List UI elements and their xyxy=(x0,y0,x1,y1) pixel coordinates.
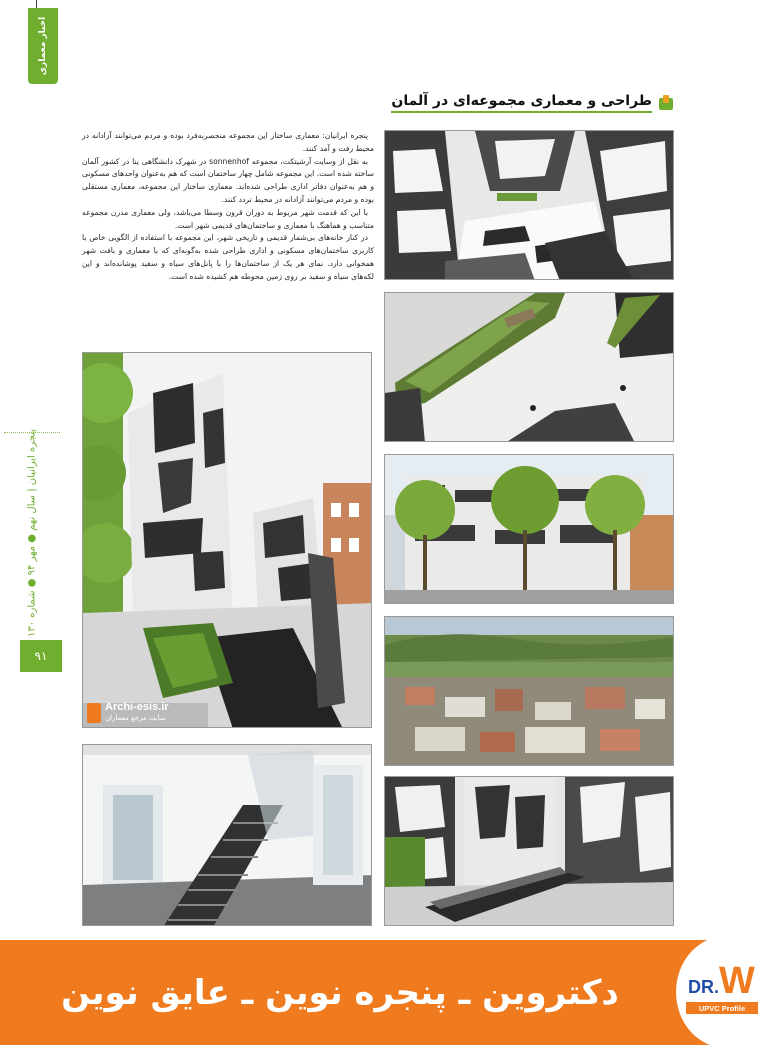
banner-slogan: دکتروین ـ پنجره نوین ـ عایق نوین xyxy=(61,972,619,1013)
watermark-text: Archi-esis.ir xyxy=(105,701,169,713)
article-paragraph: پنجره ایرانیان: معماری ساختار این مجموعه منحصربه‌فرد بوده و مردم می‌توانند آزادانه در محیط رفت و آمد کنند. xyxy=(82,131,374,153)
issue-info-label: پنجره ایرانیان | سال نهم ● مهر ۹۴ ● شماره ۱۳۰ xyxy=(26,428,38,638)
photo-street-trees xyxy=(384,454,674,604)
page-number: ۹۱ xyxy=(20,640,62,672)
watermark-logo-icon xyxy=(87,703,101,723)
article-paragraph: با این که قدمت شهر مربوط به دوران قرون وسطا می‌باشد، ولی معماری مدرن مجموعه متناسب و هماهنگ با معماری و ساختمان‌های قدیمی شهر است. xyxy=(82,207,374,230)
article-header xyxy=(391,90,674,116)
plaza-top-image xyxy=(385,293,674,442)
photo-interior-stairs xyxy=(82,744,372,926)
logo-w: W xyxy=(719,960,755,1002)
courtyard-aerial-image xyxy=(385,131,674,280)
photo-building-sculpture xyxy=(384,776,674,926)
article-paragraph: به نقل از وسایت آرشیتکت، مجموعه sonnenhof در شهرک دانشگاهی ینا در کشور آلمان ساخته شده است. این مجموعه شامل چهار ساختمان است که هم به‌عنوان واحدهای مسکونی و هم به‌عنوان دفاتر اداری طراحی شده‌اند. معماری ساختار این مجموعه، معماری مستقلی بوده و مردم می‌توانند آزادانه در محیط تردد کنند. xyxy=(82,156,374,204)
section-tab-label: اخبار معماری xyxy=(38,16,48,76)
photo-courtyard-aerial xyxy=(384,130,674,280)
advert-banner xyxy=(0,940,762,1045)
building-icon xyxy=(658,95,674,111)
watermark xyxy=(87,701,227,727)
interior-stairs-image xyxy=(83,745,372,926)
photo-plaza-top xyxy=(384,292,674,442)
article-body xyxy=(82,130,374,284)
logo-dr: DR. xyxy=(688,977,719,997)
building-facade-image xyxy=(83,353,372,728)
brand-logo xyxy=(688,960,755,1003)
street-trees-image xyxy=(385,455,674,604)
building-sculpture-image xyxy=(385,777,674,926)
logo-subtitle: UPVC Profile xyxy=(686,1002,758,1014)
photo-building-facade xyxy=(82,352,372,728)
article-title: طراحی و معماری مجموعه‌ای در آلمان xyxy=(391,93,652,113)
issue-info xyxy=(4,428,60,638)
article-paragraph: در کنار خانه‌های بی‌شمار قدیمی و تاریخی شهر، این مجموعه با استفاده از الگویی خاص با کاربری ساختمان‌های مسکونی و اداری طراحی شده به‌گونه‌ای که با معماری و بافت شهر همخوانی دارد. نمای هر یک از ساختمان‌ها را با پانل‌های سیاه و سفید پوشانده‌اند و این لکه‌های سیاه و سفید بر روی زمین محوطه هم کشیده شده است. xyxy=(82,233,374,281)
photo-city-aerial xyxy=(384,616,674,766)
watermark-subtext: سایت مرجع معماران xyxy=(105,714,166,722)
section-tab xyxy=(28,8,58,84)
city-aerial-image xyxy=(385,617,674,766)
